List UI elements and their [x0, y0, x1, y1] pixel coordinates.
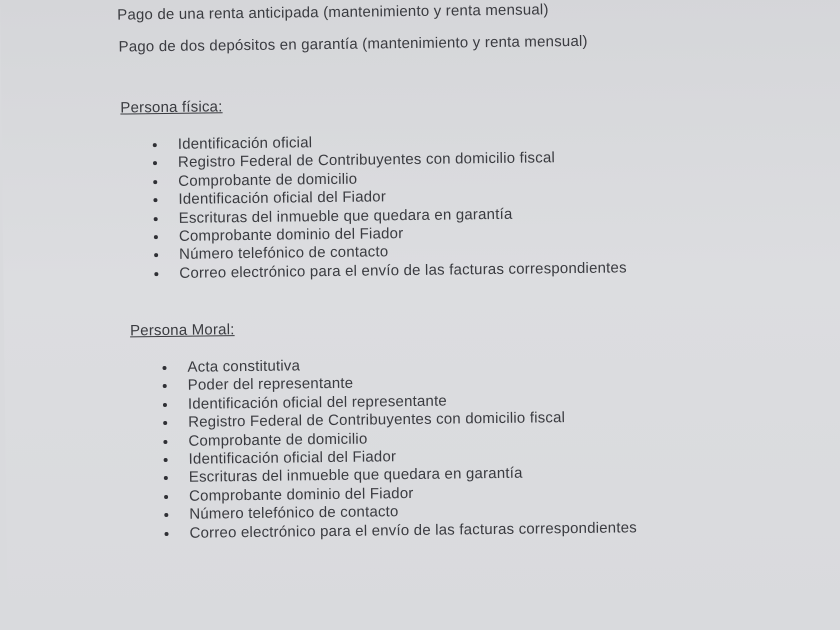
bullet-icon — [162, 366, 166, 370]
list-item: Acta constitutiva — [157, 353, 635, 377]
bullet-icon — [164, 495, 168, 499]
bullet-icon — [163, 421, 167, 425]
bullet-icon — [153, 143, 157, 147]
list-item: Poder del representante — [158, 372, 636, 396]
bullet-icon — [163, 440, 167, 444]
persona-moral-list — [157, 353, 637, 543]
bullet-icon — [154, 253, 158, 257]
bullet-icon — [153, 161, 157, 165]
persona-moral-heading: Persona Moral: — [129, 321, 235, 340]
bullet-icon — [163, 403, 167, 407]
bullet-icon — [165, 531, 169, 535]
bullet-icon — [163, 384, 167, 388]
intro-line-deposits: Pago de dos depósitos en garantía (mantenimiento y renta mensual) — [118, 32, 588, 56]
list-item: Identificación oficial del Fiador — [159, 445, 637, 469]
list-item: Comprobante dominio del Fiador — [159, 482, 637, 506]
list-item: Escrituras del inmueble que quedara en garantía — [149, 204, 627, 228]
list-item: Escrituras del inmueble que quedara en garantía — [159, 464, 637, 488]
bullet-icon — [164, 476, 168, 480]
persona-fisica-heading: Persona física: — [120, 98, 223, 117]
bullet-icon — [153, 198, 157, 202]
list-item: Identificación oficial del representante — [158, 390, 636, 414]
list-item: Correo electrónico para el envío de las facturas correspondientes — [149, 259, 627, 283]
bullet-icon — [164, 458, 168, 462]
list-item: Identificación oficial — [148, 130, 626, 154]
list-item: Comprobante dominio del Fiador — [149, 222, 627, 246]
bullet-icon — [154, 217, 158, 221]
intro-line-advance-rent: Pago de una renta anticipada (mantenimiento y renta mensual) — [117, 1, 549, 24]
list-item: Correo electrónico para el envío de las facturas correspondientes — [159, 519, 637, 543]
bullet-icon — [154, 235, 158, 239]
bullet-icon — [164, 513, 168, 517]
list-item: Identificación oficial del Fiador — [148, 186, 626, 210]
persona-fisica-list — [148, 130, 627, 283]
list-item: Registro Federal de Contribuyentes con domicilio fiscal — [158, 408, 636, 432]
bullet-icon — [153, 180, 157, 184]
bullet-icon — [154, 272, 158, 276]
list-item: Registro Federal de Contribuyentes con domicilio fiscal — [148, 149, 626, 173]
list-item: Número telefónico de contacto — [149, 241, 627, 265]
list-item: Comprobante de domicilio — [158, 427, 636, 451]
list-item: Comprobante de domicilio — [148, 167, 626, 191]
list-item: Número telefónico de contacto — [159, 500, 637, 524]
